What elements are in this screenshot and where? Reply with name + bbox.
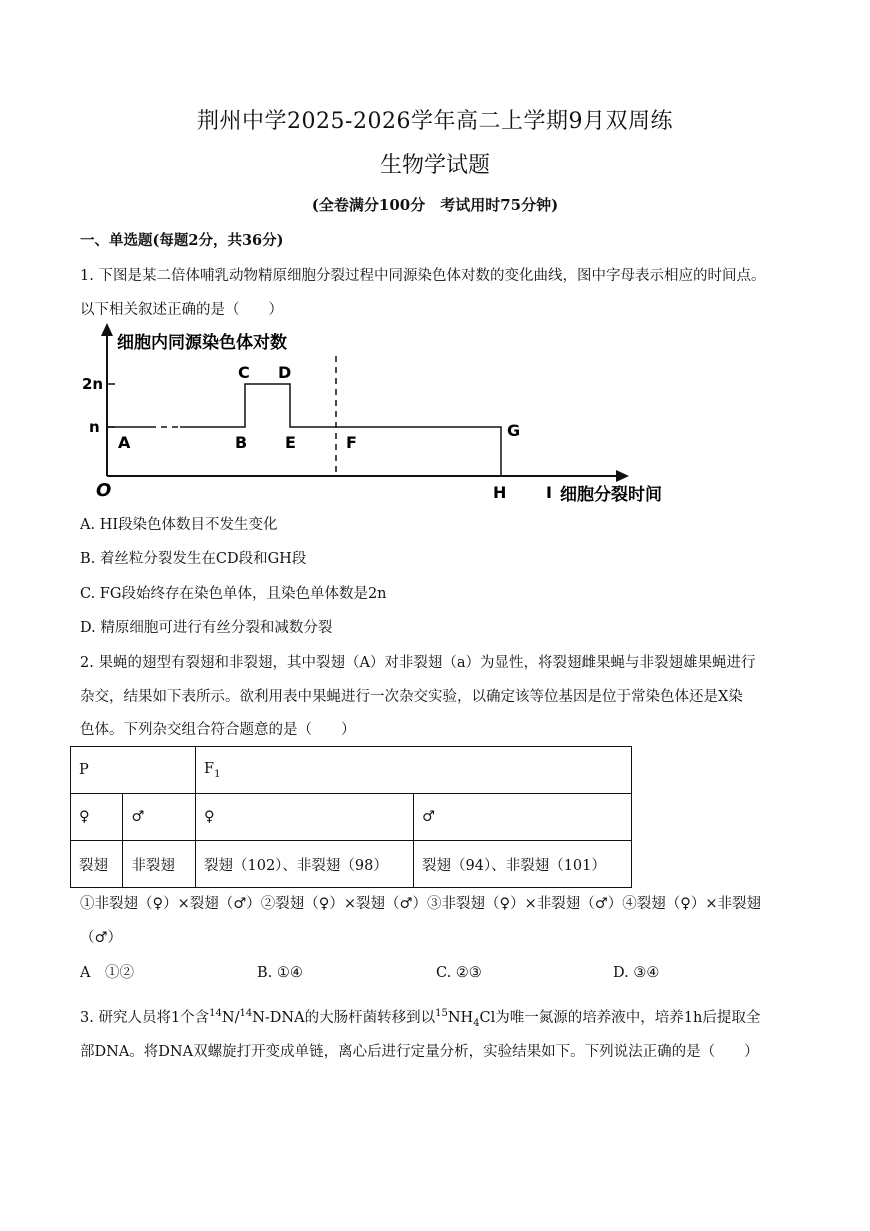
point-H: H [493,483,507,502]
q2-combos-line1: ①非裂翅（♀）×裂翅（♂）②裂翅（♀）×裂翅（♂）③非裂翅（♀）×非裂翅（♂）④裂翅（♀）×非裂翅 [80,896,761,912]
tick-label-n: n [89,418,100,436]
y-axis-arrow [101,323,113,336]
q1-option-c: C. FG段始终存在染色单体，且染色单体数是2n [80,586,387,602]
q2-option-d: D. ③④ [613,965,660,981]
q2-stem-line3: 色体。下列杂交组合符合题意的是（ ） [80,722,356,738]
x-axis-label: 细胞分裂时间 [560,485,662,505]
cell-f1-male-value: 裂翅（94）、非裂翅（101） [414,841,632,888]
cell-p-female-value: 裂翅 [71,841,123,888]
q1-option-d: D. 精原细胞可进行有丝分裂和减数分裂 [80,620,333,636]
q2-option-b: B. ①④ [257,965,303,981]
q2-combos-line2: （♂） [80,930,122,946]
point-E: E [285,433,296,452]
cell-f1-female-value: 裂翅（102）、非裂翅（98） [196,841,414,888]
table-row [71,747,632,794]
point-G: G [507,421,521,440]
cell-p-male: ♂ [123,794,196,841]
q2-option-a: A ①② [80,965,134,981]
q2-option-c: C. ②③ [436,965,482,981]
cell-p-female: ♀ [71,794,123,841]
curve-line [180,384,501,476]
tick-label-2n: 2n [82,375,104,393]
point-A: A [118,433,131,452]
exam-info: (全卷满分100分 考试用时75分钟) [311,196,559,214]
q1-stem-line2: 以下相关叙述正确的是（ ） [80,302,283,318]
y-axis-label: 细胞内同源染色体对数 [117,333,287,353]
cell-f1-male: ♂ [414,794,632,841]
point-C: C [238,363,250,382]
point-F: F [346,433,357,452]
q1-option-a: A. HI段染色体数目不发生变化 [80,517,278,533]
q1-chart [80,320,690,510]
cell-f1-header: $F_1$ [196,747,632,794]
q3-stem-line2: 部DNA。将DNA双螺旋打开变成单链，离心后进行定量分析，实验结果如下。下列说法正确的是（ ） [80,1044,759,1060]
point-I: I [546,483,552,502]
q1-option-b: B. 着丝粒分裂发生在CD段和GH段 [80,551,307,567]
q2-stem-line1: 2. 果蝇的翅型有裂翅和非裂翅，其中裂翅（A）对非裂翅（a）为显性，将裂翅雌果蝇与非裂翅雄果蝇进行 [80,655,756,671]
cell-f1-female: ♀ [196,794,414,841]
q2-table [70,746,632,888]
q1-stem-line1: 1. 下图是某二倍体哺乳动物精原细胞分裂过程中同源染色体对数的变化曲线，图中字母表示相应的时间点。 [80,268,766,284]
table-row [71,794,632,841]
origin-label: O [96,480,112,501]
table-row [71,841,632,888]
point-B: B [235,433,248,452]
exam-title: 荆州中学2025-2026学年高二上学期9月双周练 [197,109,673,134]
point-D: D [278,363,292,382]
x-axis-arrow [616,470,629,482]
section-heading: 一、单选题(每题2分，共36分) [80,232,284,249]
cell-p-male-value: 非裂翅 [123,841,196,888]
q3-stem-line1: 3. 研究人员将1个含$^{14}$N/$^{14}$N-DNA的大肠杆菌转移到以$^{15}NH_4Cl$为唯一氮源的培养液中，培养1h后提取全 [80,1008,761,1029]
cell-p-header: P [71,747,196,794]
q2-stem-line2: 杂交，结果如下表所示。欲利用表中果蝇进行一次杂交实验，以确定该等位基因是位于常染色体还是X染 [80,689,743,705]
exam-subtitle: 生物学试题 [379,153,490,178]
